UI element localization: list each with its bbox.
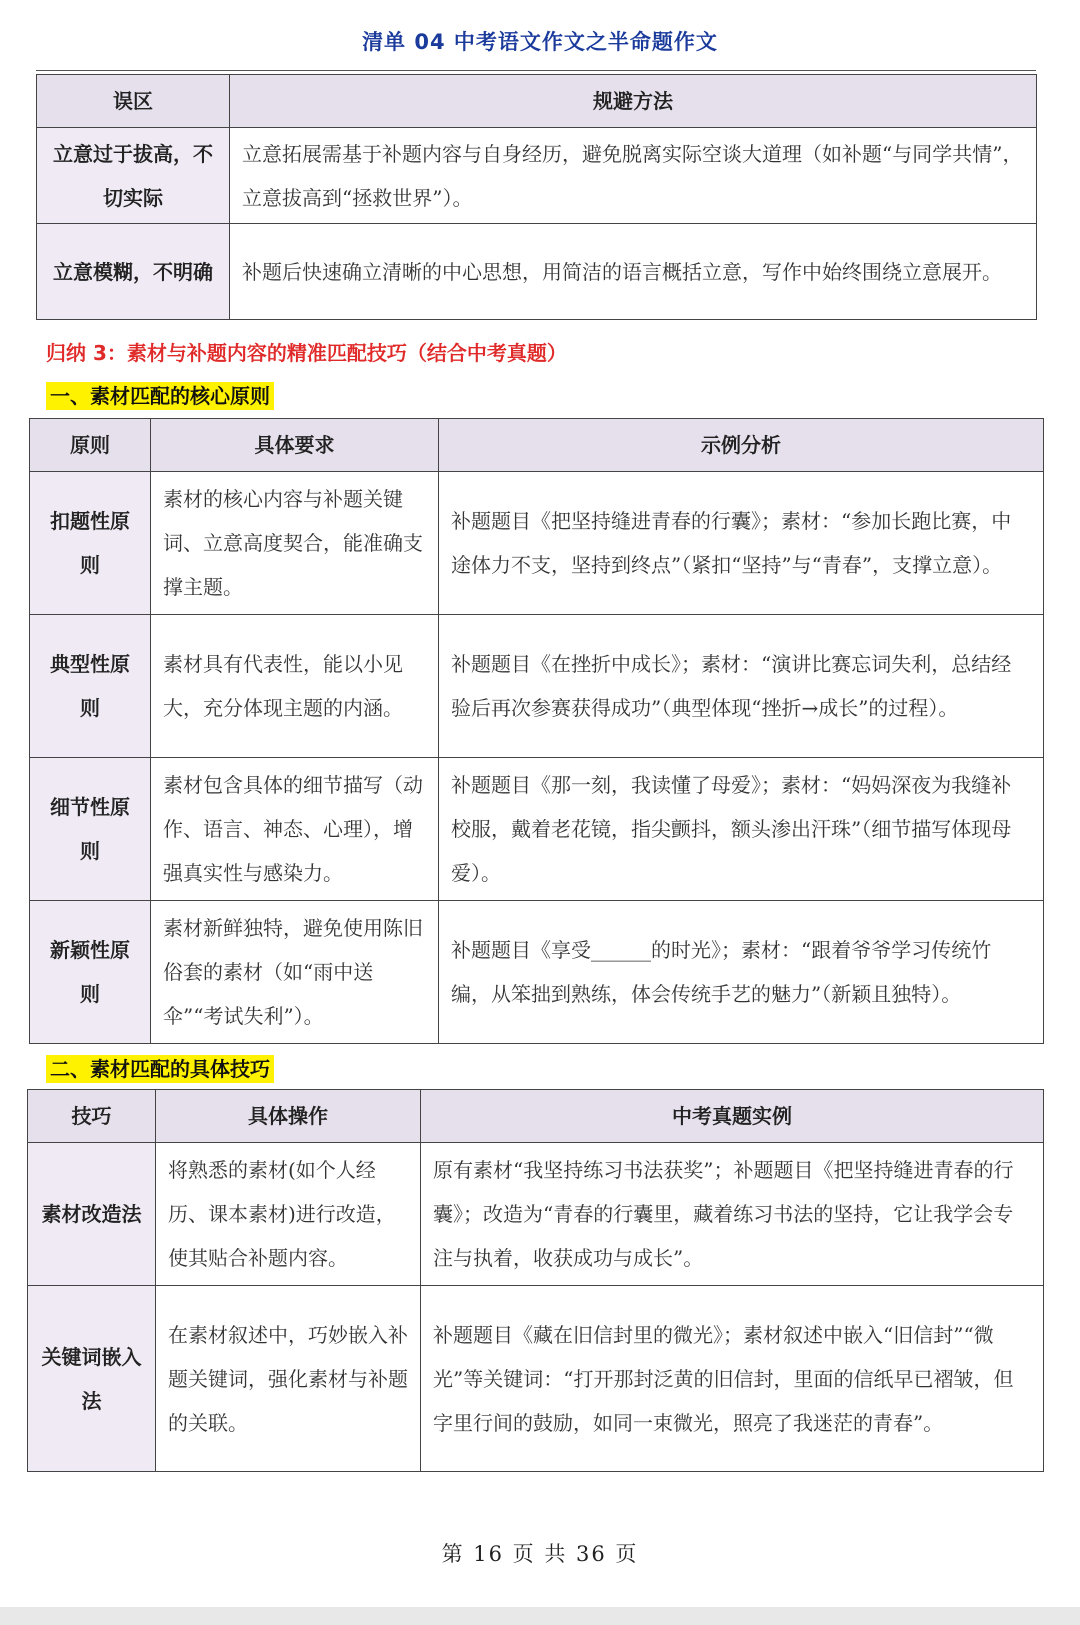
principle-requirement: 素材包含具体的细节描写（动作、语言、神态、心理），增强真实性与感染力。 (151, 758, 439, 901)
header-exam-example: 中考真题实例 (421, 1090, 1044, 1143)
technique-operation: 将熟悉的素材(如个人经历、课本素材)进行改造，使其贴合补题内容。 (156, 1143, 421, 1286)
table-header-row (30, 419, 1044, 472)
techniques-table (27, 1089, 1044, 1472)
table-row (28, 1143, 1044, 1286)
misconception-name: 立意过于拔高，不切实际 (37, 128, 230, 224)
misconception-table (36, 74, 1037, 320)
technique-example: 原有素材“我坚持练习书法获奖”；补题题目《把坚持缝进青春的行囊》；改造为“青春的行囊里，藏着练习书法的坚持，它让我学会专注与执着，收获成功与成长”。 (421, 1143, 1044, 1286)
header-misconception: 误区 (37, 75, 230, 128)
table-row (37, 224, 1037, 320)
technique-operation: 在素材叙述中，巧妙嵌入补题关键词，强化素材与补题的关联。 (156, 1286, 421, 1472)
section-heading-text: 一、素材匹配的核心原则 (46, 382, 274, 410)
principles-table (29, 418, 1044, 1044)
header-avoid-method: 规避方法 (230, 75, 1037, 128)
table-row (30, 758, 1044, 901)
avoid-method-text: 立意拓展需基于补题内容与自身经历，避免脱离实际空谈大道理（如补题“与同学共情”，立意拔高到“拯救世界”）。 (230, 128, 1037, 224)
table-header-row (28, 1090, 1044, 1143)
bottom-scroll-bar (0, 1607, 1080, 1625)
summary-heading: 归纳 3：素材与补题内容的精准匹配技巧（结合中考真题） (46, 341, 567, 365)
table-row (37, 128, 1037, 224)
header-operation: 具体操作 (156, 1090, 421, 1143)
principle-example: 补题题目《在挫折中成长》；素材：“演讲比赛忘词失利，总结经验后再次参赛获得成功”（典型体现“挫折→成长”的过程）。 (439, 615, 1044, 758)
table-row (30, 615, 1044, 758)
technique-example: 补题题目《藏在旧信封里的微光》；素材叙述中嵌入“旧信封”“微光”等关键词：“打开那封泛黄的旧信封，里面的信纸早已褶皱，但字里行间的鼓励，如同一束微光，照亮了我迷茫的青春”。 (421, 1286, 1044, 1472)
table-row (30, 901, 1044, 1044)
misconception-name: 立意模糊，不明确 (37, 224, 230, 320)
page-title: 清单 04 中考语文作文之半命题作文 (362, 30, 718, 54)
header-principle: 原则 (30, 419, 151, 472)
principle-example: 补题题目《把坚持缝进青春的行囊》；素材：“参加长跑比赛，中途体力不支，坚持到终点”（紧扣“坚持”与“青春”，支撑立意）。 (439, 472, 1044, 615)
technique-name: 关键词嵌入法 (28, 1286, 156, 1472)
header-requirements: 具体要求 (151, 419, 439, 472)
principle-requirement: 素材的核心内容与补题关键词、立意高度契合，能准确支撑主题。 (151, 472, 439, 615)
section-heading-techniques (46, 1053, 274, 1082)
principle-requirement: 素材具有代表性，能以小见大，充分体现主题的内涵。 (151, 615, 439, 758)
avoid-method-text: 补题后快速确立清晰的中心思想，用简洁的语言概括立意，写作中始终围绕立意展开。 (230, 224, 1037, 320)
principle-name: 新颖性原则 (30, 901, 151, 1044)
principle-name: 典型性原则 (30, 615, 151, 758)
title-divider (36, 70, 1036, 71)
technique-name: 素材改造法 (28, 1143, 156, 1286)
section-heading-principles (46, 380, 274, 409)
principle-example: 补题题目《那一刻，我读懂了母爱》；素材：“妈妈深夜为我缝补校服，戴着老花镜，指尖颤抖，额头渗出汗珠”（细节描写体现母爱）。 (439, 758, 1044, 901)
principle-example: 补题题目《享受______的时光》；素材：“跟着爷爷学习传统竹编，从笨拙到熟练，体会传统手艺的魅力”（新颖且独特）。 (439, 901, 1044, 1044)
section-heading-text: 二、素材匹配的具体技巧 (46, 1055, 274, 1083)
header-technique: 技巧 (28, 1090, 156, 1143)
principle-name: 扣题性原则 (30, 472, 151, 615)
header-example: 示例分析 (439, 419, 1044, 472)
table-row (28, 1286, 1044, 1472)
principle-name: 细节性原则 (30, 758, 151, 901)
table-header-row (37, 75, 1037, 128)
table-row (30, 472, 1044, 615)
principle-requirement: 素材新鲜独特，避免使用陈旧俗套的素材（如“雨中送伞”“考试失利”）。 (151, 901, 439, 1044)
page-number: 第 16 页 共 36 页 (441, 1542, 639, 1566)
